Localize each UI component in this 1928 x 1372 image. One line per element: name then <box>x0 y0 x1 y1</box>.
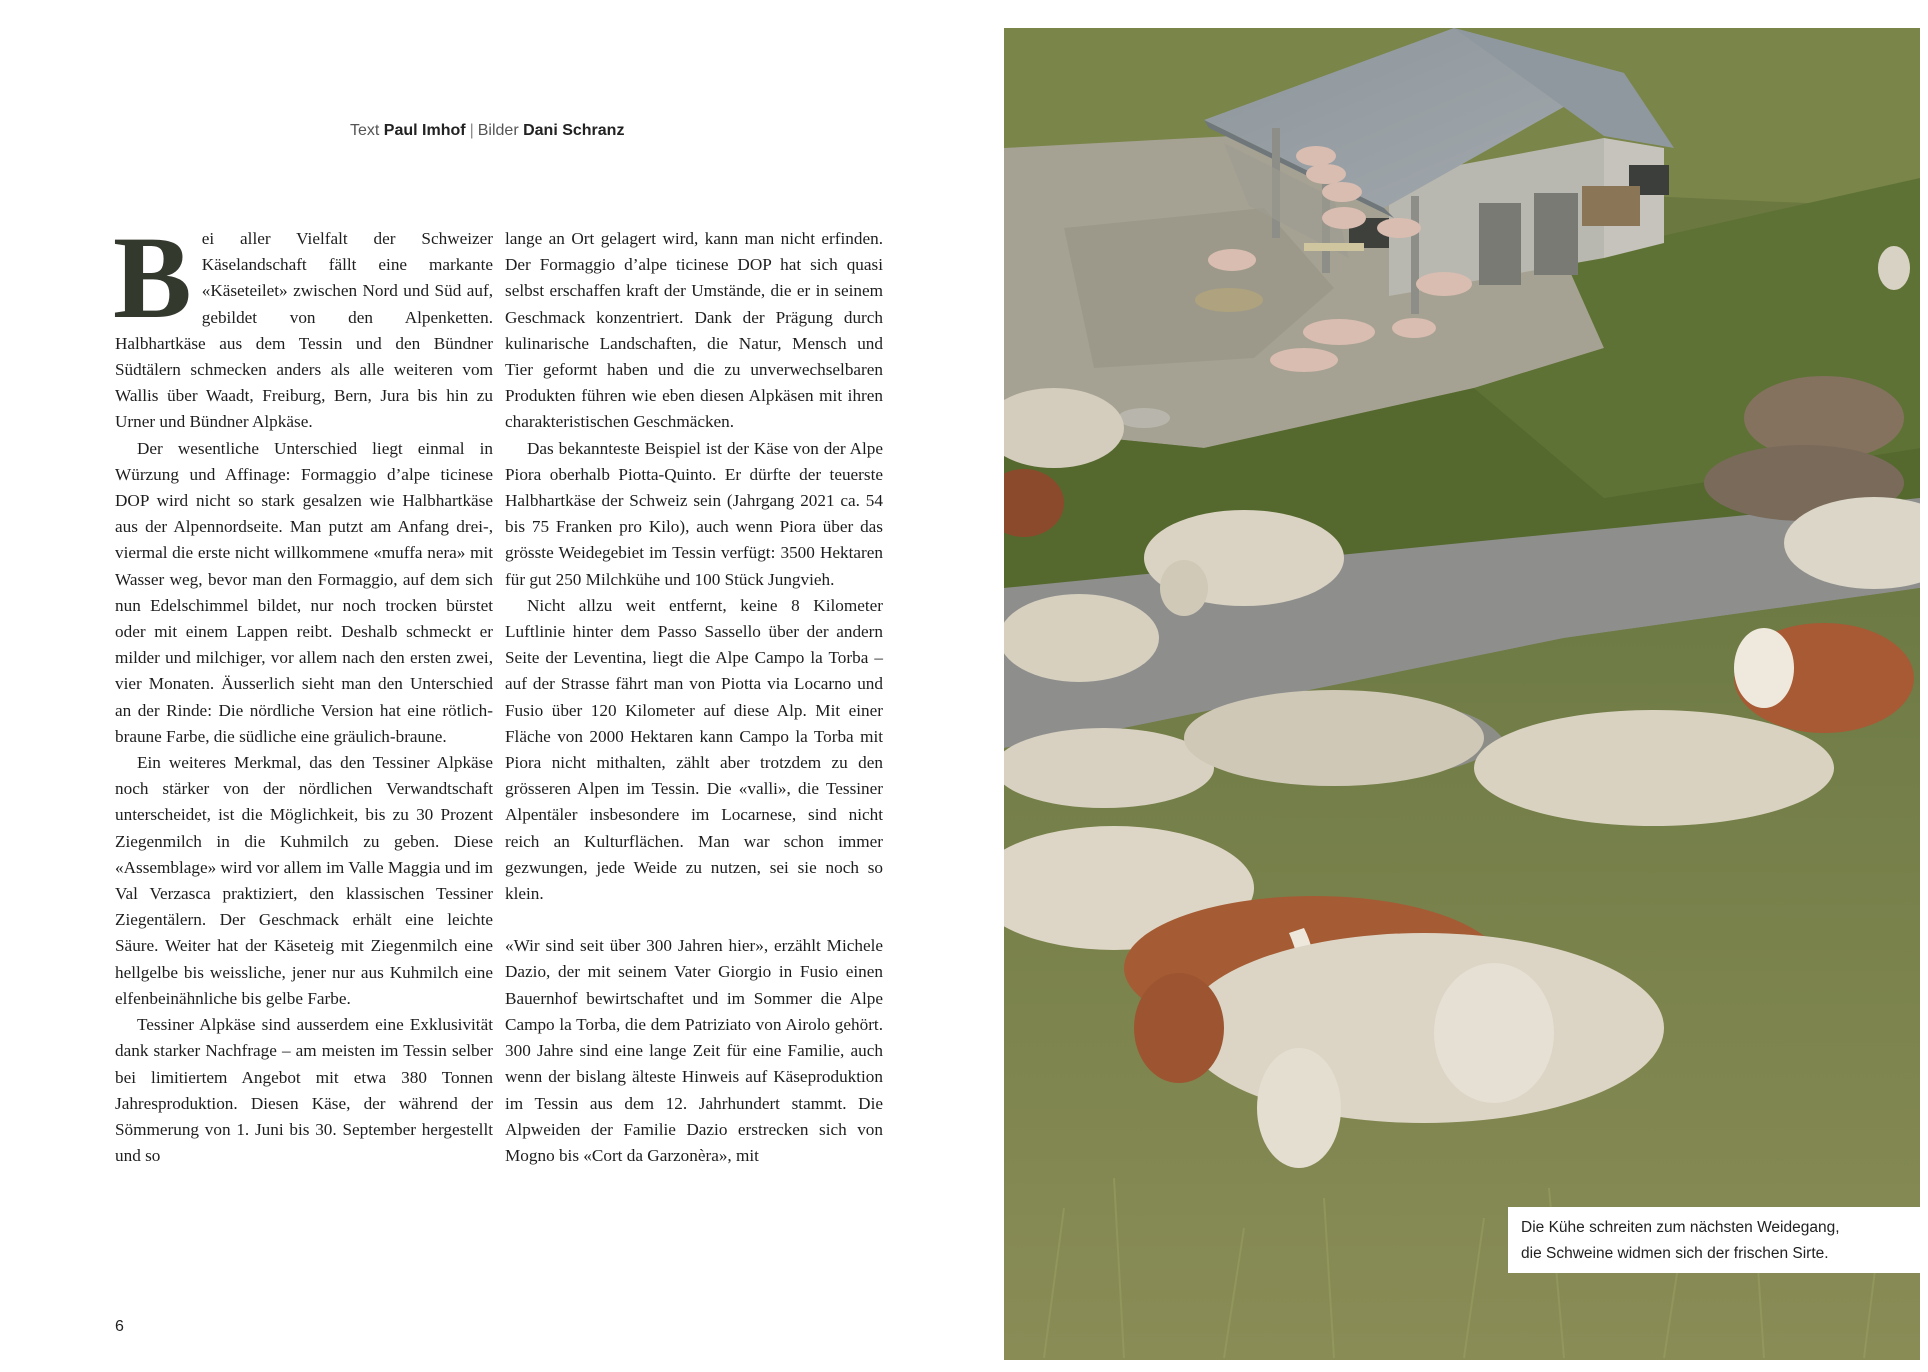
paragraph-5: lange an Ort gelagert wird, kann man nicht erfinden. Der Formaggio d’alpe ticinese DOP hat sich quasi selbst erschaffen kraft der Umstände, die er in seinem Geschmack konzentriert. Dank der Prägung durch kulinarische Landschaften, die Natur, Mensch und Tier geformt haben und die zu unverwechselbaren Produkten führen wie eben diesen Alpkäsen mit ihren charakteristischen Geschmäcken. <box>505 229 883 432</box>
paragraph-8: «Wir sind seit über 300 Jahren hier», erzählt Michele Dazio, der mit seinem Vater Giorgio in Fusio einen Bauernhof bewirtschaftet und im Sommer die Alpe Campo la Torba, die dem Patriziato von Airolo gehört. 300 Jahre sind eine lange Zeit für eine Familie, auch wenn der bislang älteste Hinweis auf Käseproduktion im Tessin aus dem 12. Jahrhundert stammt. Die Alpweiden der Familie Dazio erstrecken sich von Mogno bis «Cort da Garzonèra», mit <box>505 936 883 1165</box>
paragraph-3: Ein weiteres Merkmal, das den Tessiner Alpkäse noch stärker von der nördlichen Verwandtschaft unterscheidet, ist die Möglichkeit, bis zu 30 Prozent Ziegenmilch in die Kuhmilch zu geben. Diese «Assemblage» wird vor allem im Valle Maggia und im Val Verzasca praktiziert, den klassischen Tessiner Ziegentälern. Der Geschmack erhält eine leichte Säure. Weiter hat der Käseteig mit Ziegenmilch eine hellgelbe bis weissliche, jener nur aus Kuhmilch eine elfenbeinähnliche bis gelbe Farbe. <box>115 753 493 1008</box>
article-column-2 <box>505 226 883 1169</box>
text-label: Text <box>350 122 380 139</box>
paragraph-1-text: ei aller Vielfalt der Schweizer Käselandschaft fällt eine markante «Käseteilet» zwischen Nord und Süd auf, gebildet von den Alpenketten. Halbhartkäse aus dem Tessin und den Bündner Südtälern schmecken anders als alle weiteren vom Wallis über Waadt, Freiburg, Bern, Jura bis hin zu Urner und Bündner Alpkäse. <box>115 229 493 432</box>
paragraph-6: Das bekannteste Beispiel ist der Käse von der Alpe Piora oberhalb Piotta-Quinto. Er dürfte der teuerste Halbhartkäse der Schweiz sein (Jahrgang 2021 ca. 54 bis 75 Franken pro Kilo), auch wenn Piora über das grösste Weidegebiet im Tessin verfügt: 3500 Hektaren für gut 250 Milchkühe und 100 Stück Jungvieh. <box>505 438 883 589</box>
paragraph-2: Der wesentliche Unterschied liegt einmal in Würzung und Affinage: Formaggio d’alpe ticinese DOP wird nicht so stark gesalzen wie Halbhartkäse aus der Alpennordseite. Man putzt am Anfang drei-, viermal die erste nicht willkommene «muffa nera» mit Wasser weg, bevor man den Formaggio, auf dem sich nun Edelschimmel bildet, nur noch trocken bürstet oder mit einem Lappen reibt. Deshalb schmeckt er milder und milchiger, vor allem nach den ersten zwei, vier Monaten. Äusserlich sieht man den Unterschied an der Rinde: Die nördliche Version hat eine rötlich-braune Farbe, die südliche eine gräulich-braune. <box>115 438 493 746</box>
photo-caption <box>1508 1207 1920 1273</box>
article-column-1 <box>113 212 493 1169</box>
drop-cap: B <box>113 212 192 343</box>
paragraph-7: Nicht allzu weit entfernt, keine 8 Kilometer Luftlinie hinter dem Passo Sassello über der andern Seite der Leventina, liegt die Alpe Campo la Torba – auf der Strasse fährt man von Piotta via Locarno und Fusio über 120 Kilometer auf diese Alp. Mit einer Fläche von 2000 Hektaren kann Campo la Torba mit Piora nicht mithalten, zählt aber trotzdem zu den grösseren Alpen im Tessin. Die «valli», die Tessiner Alpentäler insbesondere im Locarnese, sind nicht reich an Kulturflächen. Man war schon immer gezwungen, jede Weide zu nutzen, sei sie noch so klein. <box>505 595 883 904</box>
alp-pasture-photo <box>1004 28 1920 1360</box>
photographer-name: Dani Schranz <box>523 122 625 139</box>
page-number: 6 <box>115 1318 124 1335</box>
paragraph-4: Tessiner Alpkäse sind ausserdem eine Exklusivität dank starker Nachfrage – am meisten im Tessin selber bei limitiertem Angebot mit etwa 380 Tonnen Jahresproduktion. Diesen Käse, der während der Sömmerung von 1. Juni bis 30. September hergestellt und so <box>115 1015 493 1166</box>
images-label: Bilder <box>477 122 519 139</box>
caption-line-1: Die Kühe schreiten zum nächsten Weidegang, <box>1521 1219 1840 1236</box>
paragraph-1 <box>113 212 493 436</box>
caption-line-2: die Schweine widmen sich der frischen Sirte. <box>1521 1245 1829 1262</box>
author-name: Paul Imhof <box>383 122 466 139</box>
byline-separator: | <box>469 122 474 139</box>
byline <box>350 122 624 140</box>
